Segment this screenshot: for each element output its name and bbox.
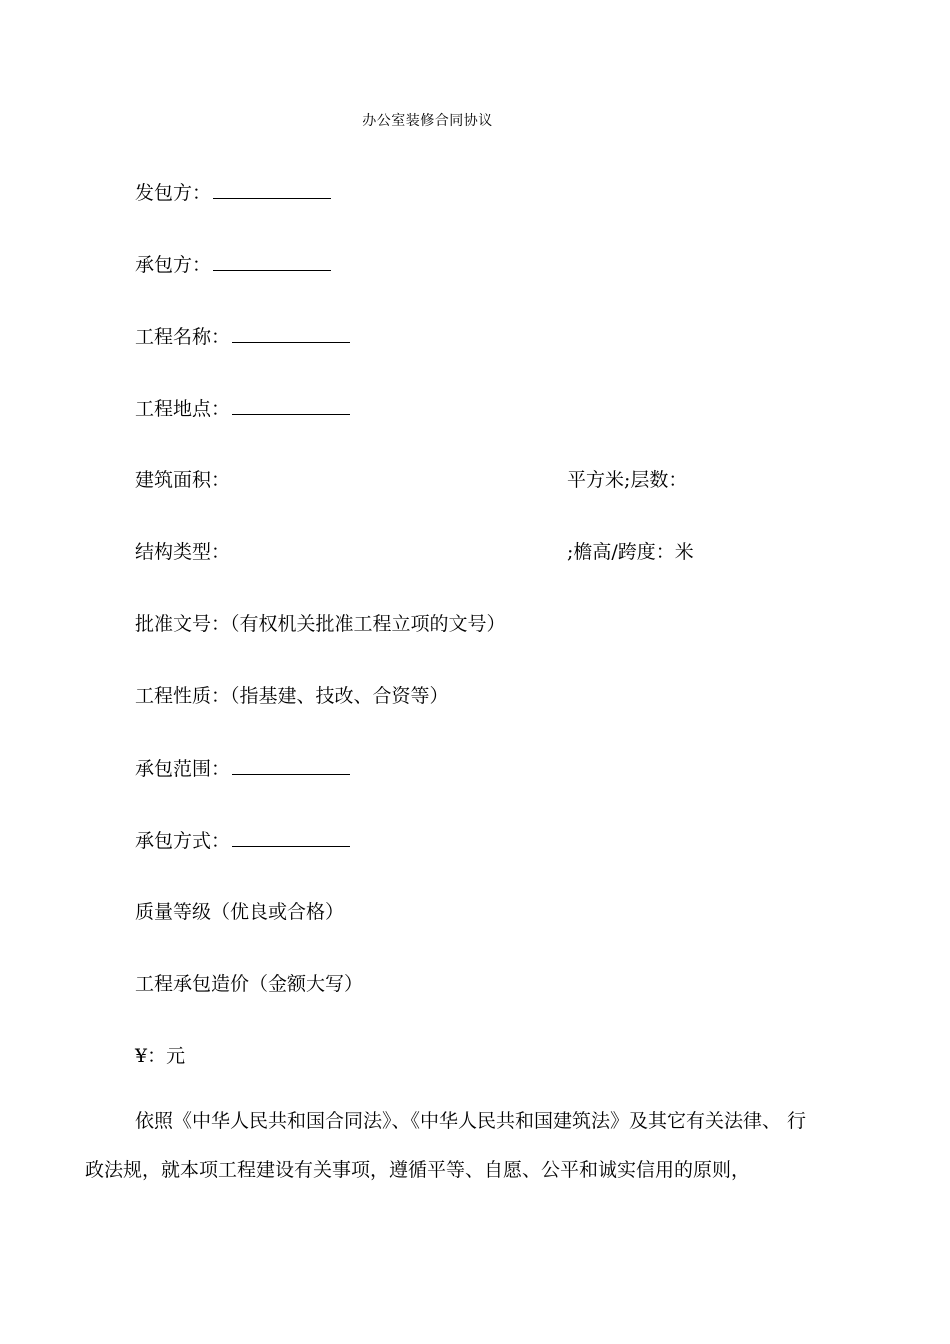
field-approval-number-label: 批准文号：（有权机关批准工程立项的文号）	[135, 613, 506, 635]
paragraph-line-1	[135, 1109, 935, 1133]
field-area-unit-floors-label: 平方米;层数：	[567, 469, 688, 491]
field-eave-height-span	[567, 540, 694, 564]
field-building-area	[135, 468, 230, 492]
field-structure-type-label: 结构类型：	[135, 541, 231, 563]
field-building-area-label: 建筑面积：	[135, 469, 231, 491]
field-project-name-label: 工程名称：	[135, 326, 231, 348]
paragraph-line-2	[85, 1158, 885, 1182]
field-approval-number	[135, 612, 506, 636]
document-title	[0, 110, 950, 130]
field-contractor-label: 承包方：	[135, 254, 212, 276]
field-project-name-blank[interactable]	[232, 324, 350, 343]
field-project-nature-label: 工程性质：（指基建、技改、合资等）	[135, 685, 449, 707]
paragraph-line-1-text: 依照《中华人民共和国合同法》、《中华人民共和国建筑法》及其它有关法律、 行	[135, 1110, 807, 1132]
field-project-nature	[135, 684, 449, 708]
field-area-unit-floors	[567, 468, 687, 492]
field-employer	[135, 180, 331, 205]
paragraph-line-2-text: 政法规，就本项工程建设有关事项，遵循平等、自愿、公平和诚实信用的原则，	[85, 1159, 751, 1181]
field-contract-price	[135, 972, 363, 996]
field-project-location	[135, 396, 350, 421]
field-contract-method-label: 承包方式：	[135, 830, 231, 852]
field-eave-height-span-label: ;檐高/跨度：米	[567, 541, 694, 563]
field-project-location-blank[interactable]	[232, 396, 350, 415]
document-title-text: 办公室装修合同协议	[362, 113, 493, 129]
field-contract-scope-label: 承包范围：	[135, 758, 231, 780]
field-contract-scope	[135, 756, 350, 781]
field-project-location-label: 工程地点：	[135, 398, 231, 420]
field-contractor	[135, 252, 331, 277]
field-structure-type	[135, 540, 230, 564]
field-yuan	[135, 1044, 185, 1068]
field-contract-price-label: 工程承包造价（金额大写）	[135, 973, 364, 995]
field-employer-label: 发包方：	[135, 182, 212, 204]
field-contract-method	[135, 828, 350, 853]
field-yuan-label: ¥：元	[135, 1045, 186, 1067]
field-contractor-blank[interactable]	[213, 252, 331, 271]
field-contract-method-blank[interactable]	[232, 828, 350, 847]
field-employer-blank[interactable]	[213, 180, 331, 199]
field-quality-grade	[135, 900, 344, 924]
field-project-name	[135, 324, 350, 349]
field-quality-grade-label: 质量等级（优良或合格）	[135, 901, 345, 923]
field-contract-scope-blank[interactable]	[232, 756, 350, 775]
